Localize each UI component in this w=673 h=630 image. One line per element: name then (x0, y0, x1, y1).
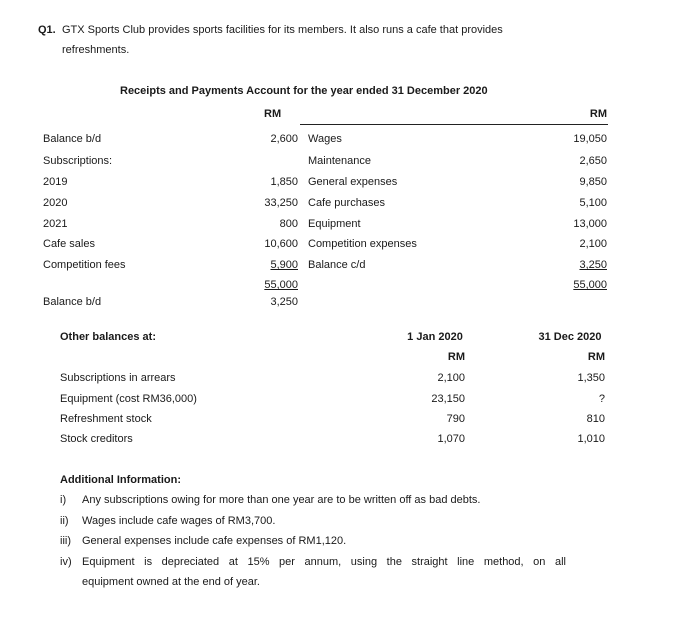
payment-label: Cafe purchases (308, 197, 386, 209)
balance-row-dec: 1,010 (577, 433, 605, 445)
balance-row-jan: 1,070 (437, 433, 465, 445)
additional-item-number: iv) (60, 556, 72, 568)
balances-col1-unit: RM (447, 351, 465, 363)
account-title: Receipts and Payments Account for the year ended 31 December 2020 (120, 85, 488, 97)
payment-amount: 5,100 (579, 197, 607, 209)
payment-amount: 3,250 (579, 259, 607, 271)
payment-label: Competition expenses (308, 238, 417, 250)
receipt-amount: 5,900 (270, 259, 298, 271)
receipt-label: 2020 (43, 197, 68, 209)
closing-balance-label: Balance b/d (43, 296, 102, 308)
receipt-amount: 2,600 (270, 133, 298, 145)
payment-label: Balance c/d (308, 259, 366, 271)
balance-row-jan: 790 (446, 413, 465, 425)
balances-title: Other balances at: (60, 331, 156, 343)
balance-row-dec: ? (598, 393, 605, 405)
receipt-amount: 800 (279, 218, 298, 230)
balance-row-dec: 810 (586, 413, 605, 425)
balance-row-jan: 2,100 (437, 372, 465, 384)
balances-col2-header: 31 Dec 2020 (538, 331, 602, 343)
additional-item-number: ii) (60, 515, 69, 527)
payment-amount: 2,100 (579, 238, 607, 250)
payments-total: 55,000 (573, 279, 607, 291)
balance-row-jan: 23,150 (431, 393, 465, 405)
question-text-line1: GTX Sports Club provides sports facilities for its members. It also runs a cafe that provides (62, 24, 503, 36)
account-divider (300, 124, 608, 125)
payment-label: Equipment (308, 218, 361, 230)
additional-item-text: Equipment is depreciated at 15% per annum, using the straight line method, on all (82, 556, 566, 568)
question-number: Q1. (38, 24, 56, 36)
additional-item-number: iii) (60, 535, 71, 547)
receipt-label: Competition fees (43, 259, 126, 271)
payment-label: Wages (308, 133, 342, 145)
additional-item-text: Any subscriptions owing for more than one year are to be written off as bad debts. (82, 494, 481, 506)
receipt-label: Subscriptions: (43, 155, 113, 167)
payment-amount: 9,850 (579, 176, 607, 188)
question-text-line2: refreshments. (62, 44, 130, 56)
receipt-label: Cafe sales (43, 238, 95, 250)
balance-row-label: Refreshment stock (60, 413, 152, 425)
balance-row-label: Equipment (cost RM36,000) (60, 393, 197, 405)
receipts-total: 55,000 (264, 279, 298, 291)
additional-item-text-continued: equipment owned at the end of year. (82, 576, 260, 588)
balance-row-dec: 1,350 (577, 372, 605, 384)
balance-row-label: Stock creditors (60, 433, 133, 445)
currency-right: RM (589, 108, 607, 120)
payment-label: Maintenance (308, 155, 371, 167)
additional-item-text: General expenses include cafe expenses of RM1,120. (82, 535, 347, 547)
additional-item-text: Wages include cafe wages of RM3,700. (82, 515, 276, 527)
payment-amount: 13,000 (573, 218, 607, 230)
balances-col2-unit: RM (587, 351, 605, 363)
additional-item-number: i) (60, 494, 67, 506)
receipt-label: 2021 (43, 218, 68, 230)
closing-balance-amount: 3,250 (270, 296, 298, 308)
receipt-amount: 33,250 (264, 197, 298, 209)
balance-row-label: Subscriptions in arrears (60, 372, 176, 384)
balances-col1-header: 1 Jan 2020 (407, 331, 463, 343)
receipt-label: 2019 (43, 176, 68, 188)
currency-left: RM (264, 108, 282, 120)
receipt-amount: 10,600 (264, 238, 298, 250)
payment-amount: 2,650 (579, 155, 607, 167)
payment-label: General expenses (308, 176, 398, 188)
additional-title: Additional Information: (60, 474, 181, 486)
receipt-amount: 1,850 (270, 176, 298, 188)
receipt-label: Balance b/d (43, 133, 102, 145)
payment-amount: 19,050 (573, 133, 607, 145)
